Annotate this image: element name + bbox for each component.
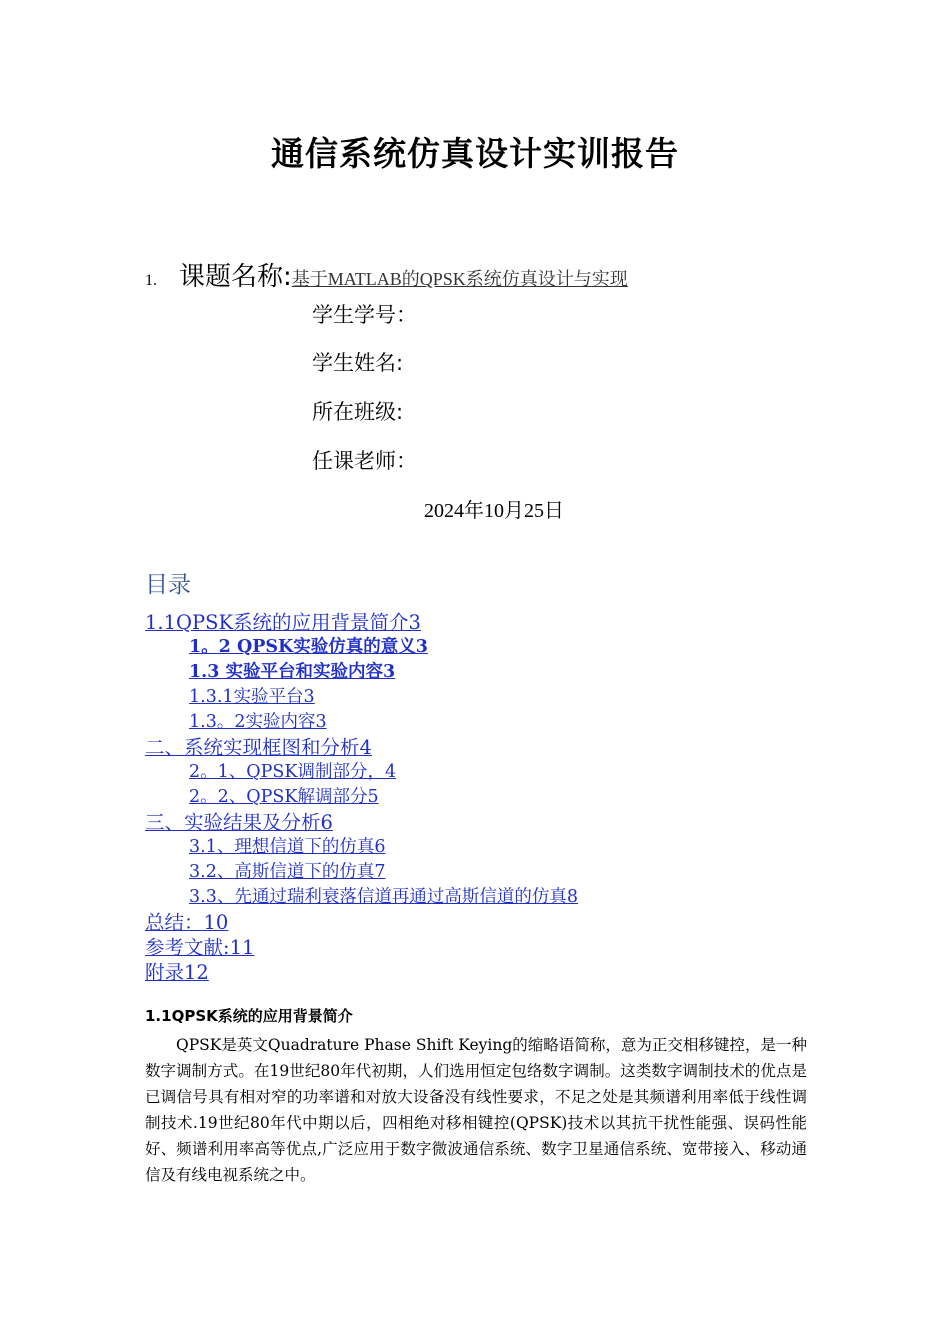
report-title: 通信系统仿真设计实训报告: [271, 134, 679, 173]
section-heading: 1.1QPSK系统的应用背景简介: [145, 1007, 353, 1025]
topic-value: 基于MATLAB的QPSK系统仿真设计与实现: [291, 269, 628, 289]
toc-link[interactable]: 1.1QPSK系统的应用背景简介3: [145, 611, 421, 634]
report-date: 2024年10月25日: [424, 500, 564, 522]
student-name-field: 学生姓名:: [312, 351, 404, 375]
toc-heading: 目录: [145, 572, 191, 598]
toc-link[interactable]: 2。1、QPSK调制部分，4: [189, 762, 397, 782]
toc-link[interactable]: 2。2、QPSK解调部分5: [189, 787, 379, 807]
toc-link[interactable]: 1.3 实验平台和实验内容3: [189, 662, 396, 682]
toc-link[interactable]: 总结：10: [145, 911, 229, 934]
toc-link[interactable]: 附录12: [145, 961, 209, 984]
toc-link[interactable]: 1.3.1实验平台3: [189, 687, 315, 707]
toc-link[interactable]: 1。2 QPSK实验仿真的意义3: [189, 637, 428, 657]
toc-link[interactable]: 3.1、理想信道下的仿真6: [189, 837, 386, 857]
topic-label: 课题名称:: [179, 262, 292, 292]
table-of-contents: [145, 610, 825, 985]
topic-number: 1.: [145, 272, 157, 289]
teacher-field: 任课老师：: [312, 449, 417, 473]
topic-row: [145, 256, 628, 293]
class-field: 所在班级:: [312, 400, 404, 424]
toc-link[interactable]: 1.3。2实验内容3: [189, 712, 327, 732]
toc-link[interactable]: 参考文献:11: [145, 936, 255, 959]
student-id-field: 学生学号：: [312, 303, 417, 327]
toc-link[interactable]: 3.3、先通过瑞利衰落信道再通过高斯信道的仿真8: [189, 887, 578, 907]
toc-link[interactable]: 3.2、高斯信道下的仿真7: [189, 862, 386, 882]
toc-link[interactable]: 三、实验结果及分析6: [145, 811, 333, 834]
section-paragraph: QPSK是英文Quadrature Phase Shift Keying的缩略语简称，意为正交相移键控，是一种数字调制方式。在19世纪80年代初期，人们选用恒定包络数字调制。这类数字调制技术的优点是已调信号具有相对窄的功率谱和对放大设备没有线性要求，不足之处是其频谱利用率低于线性调制技术.19世纪80年代中期以后，四相绝对移相键控(QPSK)技术以其抗干扰性能强、误码性能好、频谱利用率高等优点,广泛应用于数字微波通信系统、数字卫星通信系统、宽带接入、移动通信及有线电视系统之中。: [145, 1036, 807, 1184]
toc-link[interactable]: 二、系统实现框图和分析4: [145, 736, 372, 759]
